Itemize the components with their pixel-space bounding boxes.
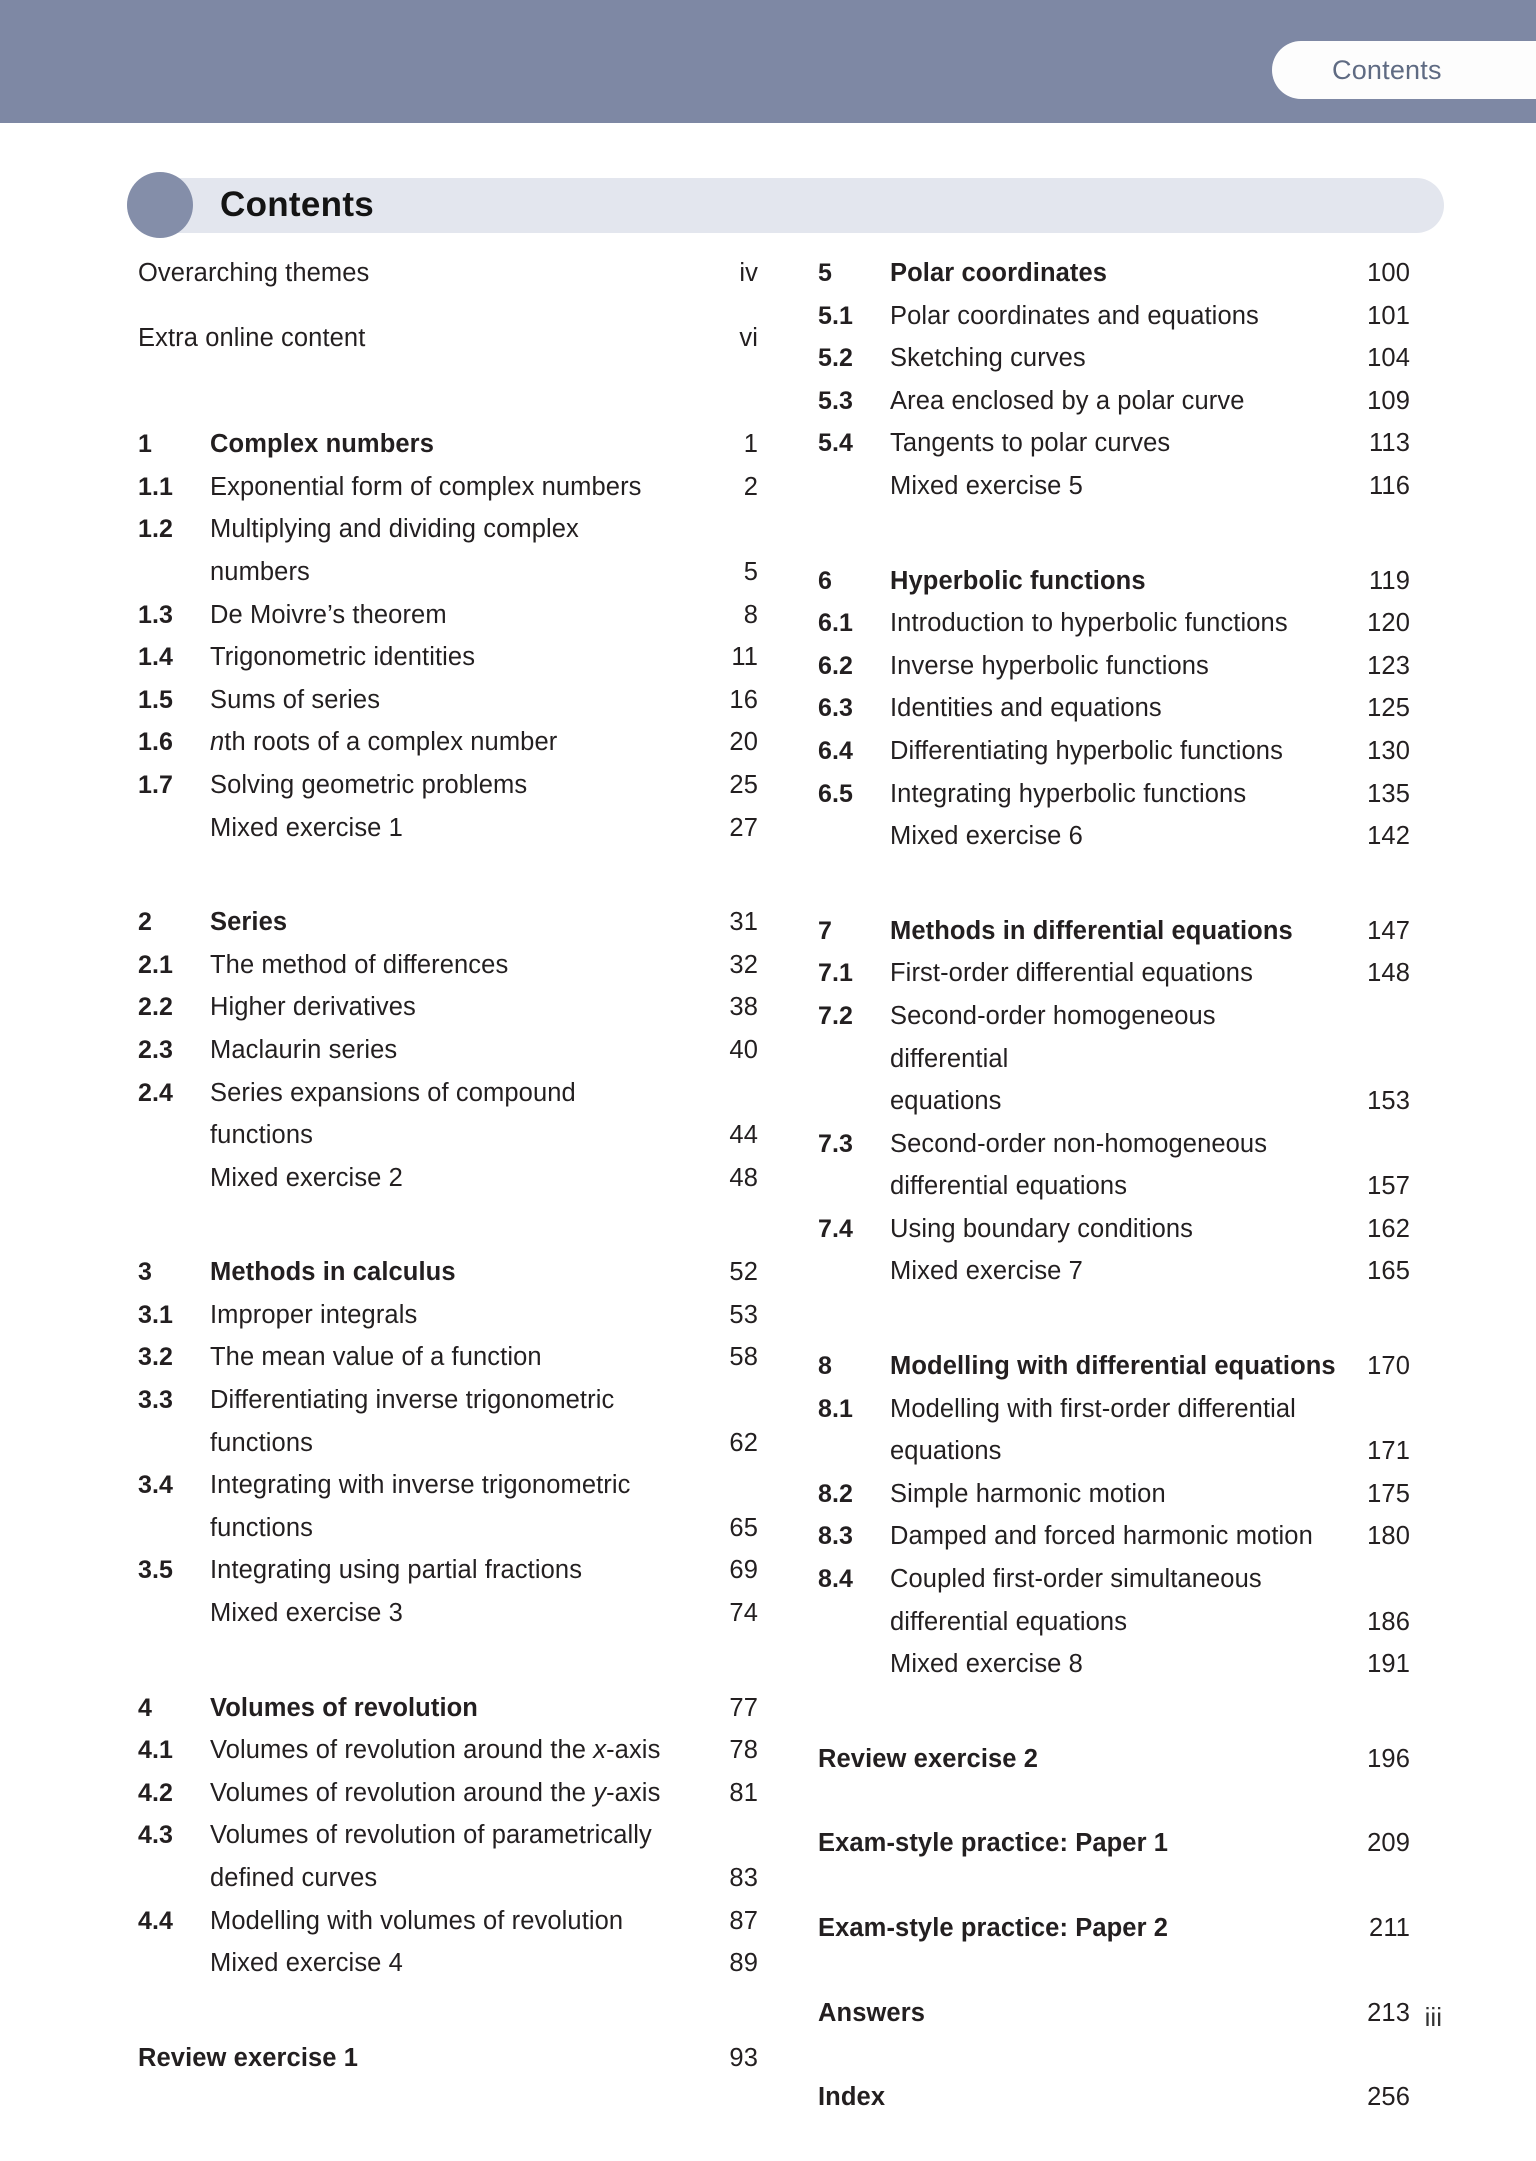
back-matter-entry[interactable] (818, 1822, 1410, 1865)
entry-page-number: 65 (729, 1513, 758, 1542)
entry-page-number: 171 (1367, 1437, 1410, 1466)
entry-title: Polar coordinates and equations (890, 301, 1259, 330)
entry-number: 3.5 (138, 1556, 174, 1585)
section-entry[interactable] (818, 1208, 1410, 1251)
section-entry-continuation[interactable] (138, 1857, 758, 1900)
entry-number: 1.6 (138, 728, 174, 757)
entry-title: Differentiating inverse trigonometric (210, 1386, 615, 1415)
entry-title: Series expansions of compound (210, 1078, 576, 1107)
entry-number: 5.4 (818, 429, 854, 458)
section-entry[interactable] (818, 337, 1410, 380)
entry-page-number: 87 (729, 1906, 758, 1935)
section-entry[interactable] (818, 1123, 1410, 1166)
entry-number: 5.2 (818, 344, 854, 373)
chapter-entry[interactable] (818, 910, 1410, 953)
entry-page-number: 119 (1369, 566, 1410, 595)
bullet-dot-icon (127, 172, 193, 238)
section-entry[interactable] (138, 1814, 758, 1857)
entry-title: Multiplying and dividing complex (210, 515, 579, 544)
back-matter-entry[interactable] (818, 1907, 1410, 1950)
entry-page-number: vi (739, 323, 758, 352)
section-entry[interactable] (818, 773, 1410, 816)
entry-page-number: 52 (729, 1258, 758, 1287)
entry-number: 4.2 (138, 1778, 174, 1807)
entry-title: Modelling with first-order differential (890, 1394, 1296, 1423)
entry-page-number: 162 (1367, 1214, 1410, 1243)
section-entry[interactable] (138, 1900, 758, 1943)
front-matter-entry[interactable] (138, 252, 758, 295)
section-entry[interactable] (818, 422, 1410, 465)
section-entry[interactable] (138, 594, 758, 637)
entry-page-number: 81 (729, 1778, 758, 1807)
entry-title: Integrating hyperbolic functions (890, 779, 1247, 808)
entry-title: equations (890, 1087, 1002, 1116)
mixed-exercise-entry[interactable] (138, 1942, 758, 1985)
entry-title: Identities and equations (890, 694, 1162, 723)
entry-title: Inverse hyperbolic functions (890, 651, 1209, 680)
section-entry[interactable] (138, 1336, 758, 1379)
entry-title: Using boundary conditions (890, 1214, 1194, 1243)
section-entry[interactable] (818, 1558, 1410, 1601)
entry-title: Tangents to polar curves (890, 429, 1171, 458)
entry-page-number: 1 (743, 430, 758, 459)
entry-title: Volumes of revolution around the y-axis (210, 1778, 661, 1807)
tab-contents[interactable] (1272, 41, 1536, 99)
entry-number: 6.1 (818, 609, 854, 638)
entry-page-number: 135 (1367, 779, 1410, 808)
entry-number: 1.4 (138, 643, 174, 672)
entry-title: functions (210, 1428, 313, 1457)
section-entry-continuation[interactable] (138, 551, 758, 594)
entry-page-number: 8 (743, 600, 758, 629)
back-matter-entry[interactable] (818, 1992, 1410, 2035)
entry-title: Methods in calculus (210, 1258, 456, 1287)
section-entry[interactable] (138, 1729, 758, 1772)
entry-page-number: 83 (729, 1864, 758, 1892)
entry-title: Methods in differential equations (890, 916, 1293, 945)
entry-number: 2.3 (138, 1035, 174, 1064)
entry-title: Mixed exercise 1 (210, 813, 403, 842)
entry-page-number: 93 (729, 2043, 758, 2072)
spacer (138, 1635, 758, 1687)
entry-title: differential equations (890, 1607, 1128, 1636)
mixed-exercise-entry[interactable] (818, 1643, 1410, 1686)
entry-title: Improper integrals (210, 1300, 418, 1329)
entry-title: Trigonometric identities (210, 643, 476, 672)
spacer (818, 1865, 1410, 1907)
entry-title: Exponential form of complex numbers (210, 472, 642, 501)
chapter-entry[interactable] (818, 560, 1410, 603)
section-entry[interactable] (138, 721, 758, 764)
entry-page-number: 148 (1367, 959, 1410, 988)
entry-title: Series (210, 908, 288, 937)
section-entry[interactable] (138, 1072, 758, 1115)
entry-page-number: 48 (729, 1163, 758, 1192)
chapter-entry[interactable] (138, 423, 758, 466)
entry-title: Simple harmonic motion (890, 1479, 1166, 1508)
back-matter-entry[interactable] (818, 1738, 1410, 1781)
entry-title: Maclaurin series (210, 1035, 398, 1064)
section-entry[interactable] (138, 1029, 758, 1072)
entry-page-number: 100 (1367, 259, 1410, 287)
mixed-exercise-entry[interactable] (818, 815, 1410, 858)
entry-number: 8.3 (818, 1522, 854, 1551)
entry-page-number: 2 (743, 472, 758, 501)
entry-number: 3.3 (138, 1386, 174, 1415)
entry-title: defined curves (210, 1864, 378, 1892)
mixed-exercise-entry[interactable] (138, 807, 758, 850)
section-entry-continuation[interactable] (818, 1430, 1410, 1473)
mixed-exercise-entry[interactable] (138, 1592, 758, 1635)
entry-page-number: 191 (1367, 1650, 1410, 1679)
entry-page-number: 11 (731, 643, 758, 672)
entry-page-number: 213 (1367, 1998, 1410, 2027)
contents-column-right (818, 252, 1410, 2161)
entry-number: 1.3 (138, 600, 174, 629)
entry-title: Second-order homogeneous differential (890, 1001, 1216, 1073)
section-entry[interactable] (818, 380, 1410, 423)
section-entry[interactable] (818, 730, 1410, 773)
entry-page-number: 77 (729, 1693, 758, 1722)
section-entry[interactable] (818, 952, 1410, 995)
entry-page-number: 109 (1367, 386, 1410, 415)
spacer (138, 2079, 758, 2121)
entry-title: equations (890, 1437, 1002, 1466)
entry-page-number: 27 (729, 813, 758, 842)
entry-number: 2.2 (138, 993, 174, 1022)
entry-title: nth roots of a complex number (210, 728, 558, 757)
entry-page-number: 58 (729, 1343, 758, 1372)
section-entry-continuation[interactable] (138, 1114, 758, 1157)
chapter-entry[interactable] (138, 901, 758, 944)
entry-page-number: 116 (1369, 471, 1410, 500)
entry-page-number: 123 (1367, 651, 1410, 680)
section-entry[interactable] (138, 636, 758, 679)
mixed-exercise-entry[interactable] (818, 1250, 1410, 1293)
entry-title: Overarching themes (138, 259, 370, 287)
chapter-entry[interactable] (138, 1251, 758, 1294)
entry-number: 4.4 (138, 1906, 174, 1935)
entry-page-number: 209 (1367, 1829, 1410, 1858)
section-entry[interactable] (138, 1294, 758, 1337)
entry-page-number: 147 (1367, 916, 1410, 945)
entry-number: 5.3 (818, 386, 854, 415)
spacer (818, 2119, 1410, 2161)
entry-title: Sketching curves (890, 344, 1086, 373)
entry-title: Coupled first-order simultaneous (890, 1565, 1262, 1594)
section-entry[interactable] (138, 679, 758, 722)
entry-page-number: 31 (729, 908, 758, 937)
back-matter-entry[interactable] (138, 2037, 758, 2080)
entry-page-number: 16 (729, 685, 758, 714)
entry-title: Damped and forced harmonic motion (890, 1522, 1313, 1551)
entry-page-number: 157 (1367, 1172, 1410, 1201)
entry-page-number: 38 (729, 993, 758, 1022)
section-entry-continuation[interactable] (138, 1507, 758, 1550)
entry-number: 1.7 (138, 770, 174, 799)
section-entry[interactable] (138, 986, 758, 1029)
section-entry[interactable] (138, 1549, 758, 1592)
entry-title: Modelling with differential equations (890, 1352, 1336, 1381)
section-entry[interactable] (138, 466, 758, 509)
entry-number: 6.2 (818, 651, 854, 680)
entry-page-number: 142 (1367, 822, 1410, 851)
entry-title: numbers (210, 557, 310, 586)
section-entry[interactable] (818, 995, 1410, 1080)
entry-page-number: 40 (729, 1035, 758, 1064)
entry-page-number: 186 (1367, 1607, 1410, 1636)
entry-title: Mixed exercise 8 (890, 1650, 1083, 1679)
entry-title: Solving geometric problems (210, 770, 528, 799)
entry-number: 5.1 (818, 301, 854, 330)
chapter-entry[interactable] (138, 1687, 758, 1730)
entry-title: Mixed exercise 6 (890, 822, 1083, 851)
entry-page-number: 101 (1367, 301, 1410, 330)
entry-title: Mixed exercise 3 (210, 1599, 403, 1628)
contents-banner (127, 178, 1444, 233)
entry-number: 6.4 (818, 736, 854, 765)
spacer (818, 1950, 1410, 1992)
entry-title: First-order differential equations (890, 959, 1253, 988)
entry-page-number: 170 (1367, 1352, 1410, 1381)
contents-column-left (138, 252, 758, 2121)
entry-title: Index (818, 2083, 886, 2112)
entry-page-number: 153 (1367, 1087, 1410, 1116)
entry-page-number: 5 (743, 557, 758, 586)
entry-page-number: 104 (1367, 344, 1410, 373)
spacer (138, 1199, 758, 1251)
entry-number: 2 (138, 908, 153, 937)
spacer (818, 858, 1410, 910)
entry-page-number: 20 (729, 728, 758, 757)
section-entry[interactable] (818, 295, 1410, 338)
entry-number: 8.4 (818, 1565, 854, 1594)
mixed-exercise-entry[interactable] (138, 1157, 758, 1200)
entry-number: 7 (818, 916, 833, 945)
entry-title: functions (210, 1121, 313, 1150)
entry-number: 2.4 (138, 1078, 174, 1107)
entry-title: Second-order non-homogeneous (890, 1129, 1268, 1158)
section-entry-continuation[interactable] (818, 1165, 1410, 1208)
entry-page-number: 78 (729, 1736, 758, 1765)
entry-number: 2.1 (138, 950, 174, 979)
app-header-band (0, 0, 1536, 123)
entry-title: Exam-style practice: Paper 2 (818, 1914, 1169, 1942)
section-entry-continuation[interactable] (818, 1601, 1410, 1644)
spacer (138, 381, 758, 423)
page-title: Contents (220, 184, 375, 224)
entry-number: 7.4 (818, 1214, 854, 1243)
entry-number: 6.3 (818, 694, 854, 723)
entry-title: Higher derivatives (210, 993, 416, 1022)
entry-page-number: 113 (1369, 429, 1410, 458)
entry-title: De Moivre’s theorem (210, 600, 447, 629)
entry-number: 4.1 (138, 1736, 174, 1765)
section-entry[interactable] (138, 1772, 758, 1815)
entry-number: 3.1 (138, 1300, 174, 1329)
entry-number: 3.2 (138, 1343, 174, 1372)
entry-title: Complex numbers (210, 430, 434, 459)
section-entry-continuation[interactable] (818, 1080, 1410, 1123)
mixed-exercise-entry[interactable] (818, 465, 1410, 508)
entry-page-number: 69 (729, 1556, 758, 1585)
entry-title: The method of differences (210, 950, 509, 979)
entry-page-number: 89 (729, 1949, 758, 1978)
section-entry[interactable] (818, 1473, 1410, 1516)
entry-title: Mixed exercise 4 (210, 1949, 403, 1978)
entry-page-number: 44 (729, 1121, 758, 1150)
entry-title: differential equations (890, 1172, 1128, 1201)
entry-number: 6.5 (818, 779, 854, 808)
entry-number: 1.1 (138, 472, 174, 501)
entry-title: The mean value of a function (210, 1343, 542, 1372)
entry-title: Differentiating hyperbolic functions (890, 736, 1283, 765)
spacer (138, 359, 758, 381)
spacer (818, 1686, 1410, 1738)
page-folio: iii (1424, 2002, 1442, 2032)
chapter-entry[interactable] (818, 1345, 1410, 1388)
entry-title: functions (210, 1513, 313, 1542)
entry-number: 4 (138, 1693, 153, 1722)
front-matter-entry[interactable] (138, 317, 758, 360)
entry-title: Exam-style practice: Paper 1 (818, 1829, 1169, 1858)
section-entry[interactable] (138, 944, 758, 987)
entry-title: Area enclosed by a polar curve (890, 386, 1245, 415)
entry-page-number: 62 (729, 1428, 758, 1457)
entry-title: Modelling with volumes of revolution (210, 1906, 624, 1935)
entry-page-number: 256 (1367, 2083, 1410, 2112)
entry-page-number: 32 (729, 950, 758, 979)
spacer (818, 1780, 1410, 1822)
entry-number: 5 (818, 259, 833, 287)
entry-title: Review exercise 1 (138, 2043, 359, 2072)
section-entry[interactable] (138, 1379, 758, 1422)
section-entry[interactable] (818, 1388, 1410, 1431)
chapter-entry[interactable] (818, 252, 1410, 295)
entry-number: 1.2 (138, 515, 174, 544)
entry-number: 8 (818, 1352, 833, 1381)
spacer (138, 849, 758, 901)
section-entry[interactable] (138, 764, 758, 807)
entry-page-number: 120 (1367, 609, 1410, 638)
entry-title: Hyperbolic functions (890, 566, 1146, 595)
entry-page-number: iv (739, 259, 758, 287)
entry-title: Volumes of revolution (210, 1693, 478, 1722)
spacer (138, 295, 758, 317)
section-entry-continuation[interactable] (138, 1422, 758, 1465)
entry-number: 7.1 (818, 959, 854, 988)
tab-contents-label: Contents (1332, 54, 1442, 85)
section-entry[interactable] (818, 645, 1410, 688)
entry-page-number: 25 (729, 770, 758, 799)
entry-title: Volumes of revolution of parametrically (210, 1821, 652, 1850)
entry-page-number: 53 (729, 1300, 758, 1329)
entry-title: Extra online content (138, 323, 366, 352)
entry-page-number: 125 (1367, 694, 1410, 723)
entry-number: 7.3 (818, 1129, 854, 1158)
entry-page-number: 130 (1367, 736, 1410, 765)
spacer (818, 1293, 1410, 1345)
spacer (818, 508, 1410, 560)
entry-title: Mixed exercise 2 (210, 1163, 403, 1192)
entry-page-number: 211 (1369, 1914, 1410, 1942)
entry-number: 8.2 (818, 1479, 854, 1508)
entry-title: Introduction to hyperbolic functions (890, 609, 1288, 638)
entry-number: 3 (138, 1258, 153, 1287)
entry-title: Sums of series (210, 685, 381, 714)
spacer (138, 1985, 758, 2037)
entry-number: 8.1 (818, 1394, 854, 1423)
entry-page-number: 74 (729, 1599, 758, 1628)
back-matter-entry[interactable] (818, 2076, 1410, 2119)
entry-number: 1.5 (138, 685, 174, 714)
section-entry[interactable] (818, 602, 1410, 645)
entry-title: Integrating with inverse trigonometric (210, 1471, 631, 1500)
entry-page-number: 175 (1367, 1479, 1410, 1508)
section-entry[interactable] (138, 1464, 758, 1507)
entry-page-number: 180 (1367, 1522, 1410, 1551)
section-entry[interactable] (818, 687, 1410, 730)
entry-title: Review exercise 2 (818, 1744, 1039, 1773)
entry-title: Volumes of revolution around the x-axis (210, 1736, 661, 1765)
entry-number: 3.4 (138, 1471, 174, 1500)
entry-title: Mixed exercise 7 (890, 1257, 1083, 1286)
spacer (818, 2034, 1410, 2076)
section-entry[interactable] (818, 1515, 1410, 1558)
entry-page-number: 165 (1367, 1257, 1410, 1286)
entry-number: 6 (818, 566, 833, 595)
entry-number: 4.3 (138, 1821, 174, 1850)
entry-title: Integrating using partial fractions (210, 1556, 583, 1585)
entry-page-number: 196 (1367, 1744, 1410, 1773)
entry-number: 7.2 (818, 1001, 854, 1030)
entry-number: 1 (138, 430, 153, 459)
entry-title: Answers (818, 1998, 925, 2027)
entry-title: Polar coordinates (890, 259, 1108, 287)
entry-title: Mixed exercise 5 (890, 471, 1083, 500)
section-entry[interactable] (138, 508, 758, 551)
